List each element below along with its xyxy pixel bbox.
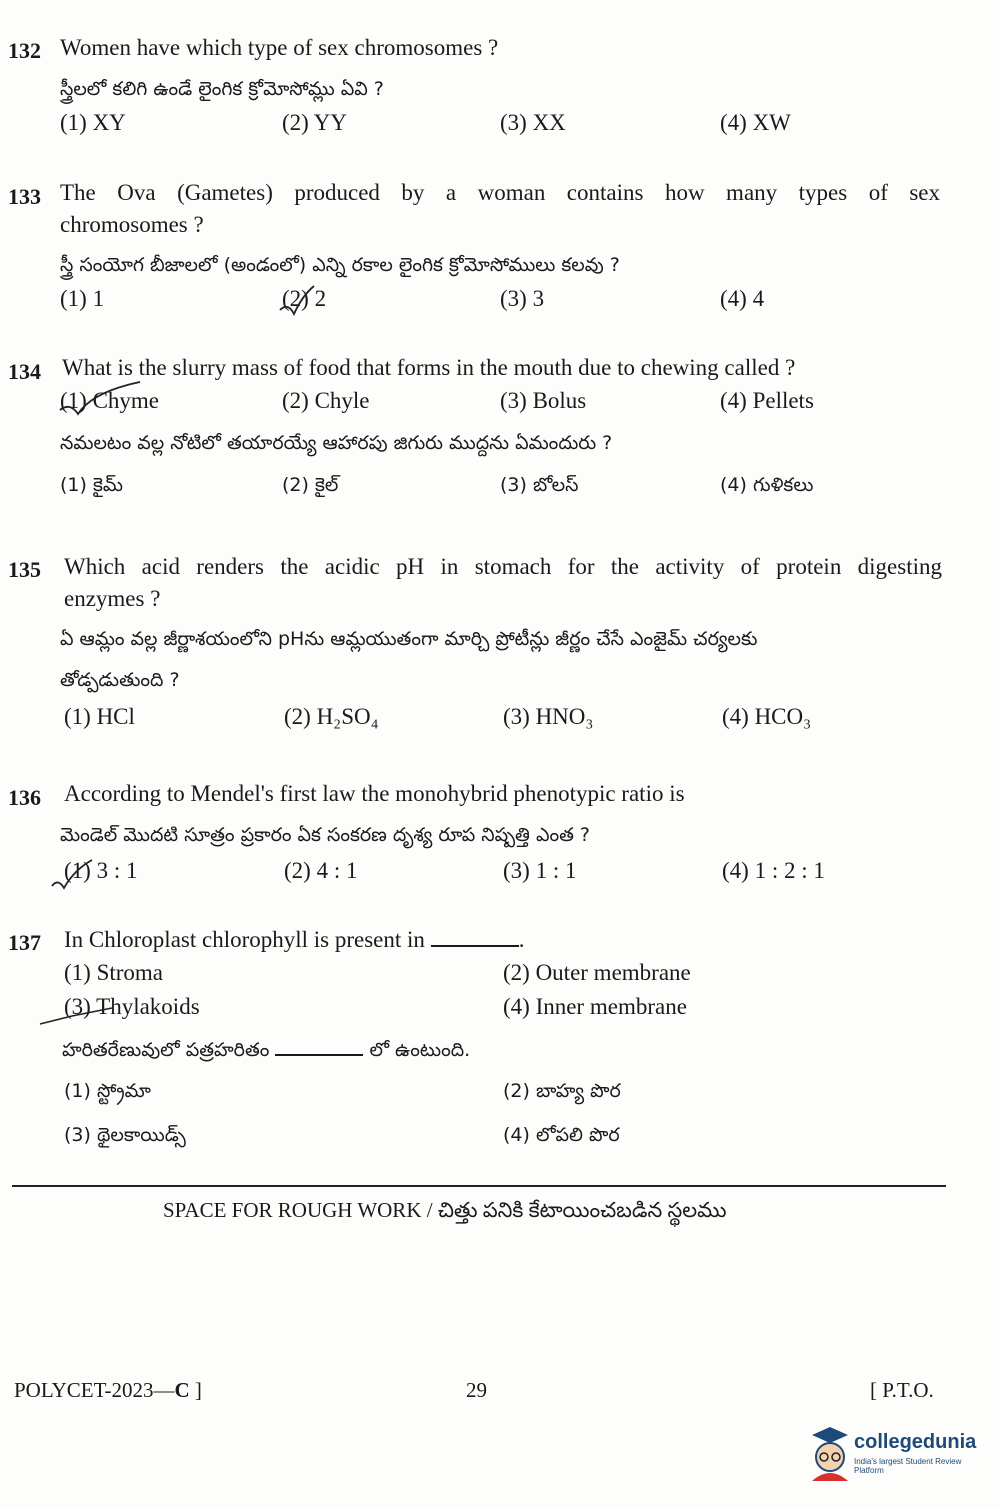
- please-turn-over: [ P.T.O.: [870, 1378, 934, 1402]
- logo-wordmark: collegedunia: [854, 1431, 977, 1453]
- pen-tick-mark: [48, 856, 98, 892]
- option-telugu-1[interactable]: (1) స్ట్రోమా: [64, 1080, 151, 1102]
- option-telugu-3[interactable]: (3) థైలకాయిడ్స్: [64, 1124, 186, 1146]
- question-text-english: In Chloroplast chlorophyll is present in .: [64, 927, 525, 952]
- option-telugu-4[interactable]: (4) లోపలి పొర: [503, 1124, 620, 1146]
- question-text-telugu: హరితరేణువులో పత్రహరితం లో ఉంటుంది.: [62, 1039, 471, 1061]
- exam-code: POLYCET-2023—C ]: [14, 1378, 202, 1402]
- option-telugu-2[interactable]: (2) కైల్: [282, 474, 339, 496]
- question-text-telugu: స్త్రీలలో కలిగి ఉండే లైంగిక క్రోమోసోమ్లు ఏవి ?: [60, 78, 384, 100]
- option-3[interactable]: (3) XX: [500, 110, 566, 135]
- question-number: 132: [8, 38, 41, 63]
- option-1[interactable]: (1) 3 : 1: [64, 858, 138, 883]
- option-telugu-1[interactable]: (1) కైమ్: [60, 474, 123, 496]
- question-text-english: According to Mendel's first law the monohybrid phenotypic ratio is: [64, 781, 685, 806]
- option-1[interactable]: (1) 1: [60, 286, 105, 311]
- option-2[interactable]: (2) Chyle: [282, 388, 370, 413]
- option-1[interactable]: (1) XY: [60, 110, 126, 135]
- option-3[interactable]: (3) HNO₃: [503, 704, 594, 729]
- option-2[interactable]: (2) H₂SO₄: [284, 704, 379, 729]
- option-2[interactable]: (2) YY: [282, 110, 347, 135]
- rough-work-label: SPACE FOR ROUGH WORK / చిత్తు పనికి కేటాయించబడిన స్థలము: [163, 1198, 727, 1222]
- question-text-telugu: స్త్రీ సంయోగ బీజాలలో (అండంలో) ఎన్ని రకాల లైంగిక క్రోమోసోములు కలవు ?: [60, 254, 620, 276]
- pen-tick-mark: [36, 1002, 116, 1032]
- page-number: 29: [466, 1378, 487, 1402]
- option-4[interactable]: (4) 1 : 2 : 1: [722, 858, 825, 883]
- option-4[interactable]: (4) XW: [720, 110, 791, 135]
- question-text-english-line2: enzymes ?: [64, 586, 161, 611]
- option-1[interactable]: (1) Chyme: [60, 388, 160, 413]
- option-4[interactable]: (4) Inner membrane: [503, 994, 687, 1019]
- graduate-mascot-icon: [808, 1425, 852, 1481]
- pen-tick-mark: [276, 284, 316, 318]
- question-text-english: Women have which type of sex chromosomes ?: [60, 35, 499, 60]
- question-number: 137: [8, 930, 41, 955]
- option-3[interactable]: (3) 3: [500, 286, 545, 311]
- option-4[interactable]: (4) HCO₃: [722, 704, 812, 729]
- option-telugu-2[interactable]: (2) బాహ్య పొర: [503, 1080, 621, 1102]
- option-telugu-3[interactable]: (3) బోలస్: [500, 474, 579, 496]
- question-text-english-line1: The Ova (Gametes) produced by a woman contains how many types of sex: [60, 180, 940, 205]
- answer-blank: [275, 1038, 363, 1056]
- logo-tagline: India's largest Student Review Platform: [854, 1457, 962, 1475]
- rough-work-divider: [12, 1185, 946, 1187]
- answer-blank: [431, 929, 519, 947]
- question-number: 134: [8, 359, 41, 384]
- option-4[interactable]: (4) Pellets: [720, 388, 814, 413]
- question-text-english-line2: chromosomes ?: [60, 212, 204, 237]
- question-text-telugu: మెండెల్ మొదటి సూత్రం ప్రకారం ఏక సంకరణ దృశ్య రూప నిష్పత్తి ఎంత ?: [60, 824, 590, 846]
- question-text-telugu: నమలటం వల్ల నోటిలో తయారయ్యే ఆహారపు జిగురు ముద్దను ఏమందురు ?: [60, 432, 613, 454]
- question-number: 136: [8, 785, 41, 810]
- option-1[interactable]: (1) HCl: [64, 704, 135, 729]
- option-1[interactable]: (1) Stroma: [64, 960, 164, 985]
- option-2[interactable]: (2) 4 : 1: [284, 858, 358, 883]
- option-3[interactable]: (3) Thylakoids: [64, 994, 200, 1019]
- option-3[interactable]: (3) 1 : 1: [503, 858, 577, 883]
- question-number: 135: [8, 557, 41, 582]
- collegedunia-logo: [808, 1425, 988, 1485]
- option-telugu-4[interactable]: (4) గుళికలు: [720, 474, 814, 496]
- pen-tick-mark: [56, 380, 146, 420]
- question-text-english: What is the slurry mass of food that forms in the mouth due to chewing called ?: [62, 355, 796, 380]
- question-text-telugu-line2: తోడ్పడుతుంది ?: [60, 669, 180, 691]
- question-text-english-line1: Which acid renders the acidic pH in stomach for the activity of protein digesting: [64, 554, 942, 579]
- option-3[interactable]: (3) Bolus: [500, 388, 587, 413]
- option-2[interactable]: (2) Outer membrane: [503, 960, 691, 985]
- question-text-telugu-line1: ఏ ఆమ్లం వల్ల జీర్ణాశయంలోని pHను ఆమ్లయుతంగా మార్చి ప్రోటీన్లు జీర్ణం చేసే ఎంజైమ్ చర్యలకు: [60, 628, 758, 650]
- option-4[interactable]: (4) 4: [720, 286, 765, 311]
- question-number: 133: [8, 184, 41, 209]
- option-2[interactable]: (2) 2: [282, 286, 327, 311]
